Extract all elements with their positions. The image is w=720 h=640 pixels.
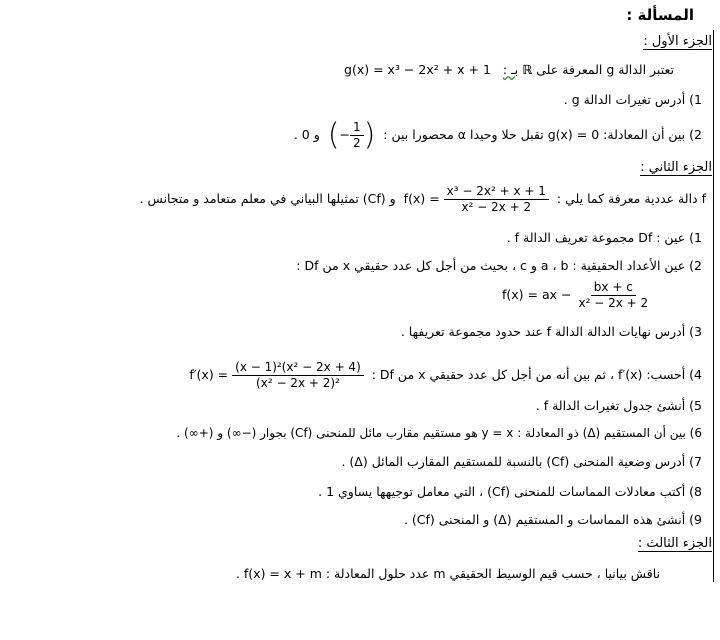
q-text: بين أن المعادلة: g(x) = 0 تقبل حلا وحيدا α محصورا بين :	[383, 127, 686, 142]
q-text: أدرس تغيرات الدالة g .	[563, 92, 686, 107]
part3-text: ناقش بيانيا ، حسب قيم الوسيط الحقيقي m عدد حلول المعادلة : f(x) = x + m .	[235, 566, 660, 581]
part2-q1: 1) عين : Df مجموعة تعريف الدالة f .	[506, 230, 702, 245]
part1-q2	[0, 117, 702, 153]
intro-text: f دالة عددية معرفة كما يلي :	[556, 191, 706, 206]
intro-text-end: و (Cf) تمثيلها البياني في معلم متعامد و متجانس .	[139, 191, 396, 206]
part2-q7: 7) أدرس وضعية المنحنى (Cf) بالنسبة للمستقيم المقارب المائل (Δ) .	[341, 454, 702, 469]
g-function: g(x) = x³ − 2x² + x + 1	[344, 62, 491, 77]
q-number: 2)	[689, 127, 702, 142]
part2-q8: 8) أكتب معادلات المماسات للمنحنى (Cf) ، التي معامل توجيهها يساوي 1 .	[318, 484, 702, 499]
f-definition: f(x) = $\frac{\text{x³ − 2x² + x + 1}}{\text{x² − 2x + 2}}$	[404, 184, 549, 215]
part1-heading: الجزء الأول :	[643, 34, 712, 49]
part1-intro-suffix: بـ :	[502, 62, 519, 77]
part3-heading: الجزء الثالث :	[637, 536, 712, 551]
part1-intro	[0, 62, 674, 77]
real-set: ℝ	[522, 62, 533, 77]
q2-formula: f(x) = ax − $\frac{bx + c}{\text{x² − 2x + 2}}$	[502, 280, 649, 310]
part2-heading: الجزء الثاني :	[640, 160, 712, 175]
margin-line	[713, 30, 714, 582]
part1-q1	[0, 92, 702, 107]
part2-q2: 2) عين الأعداد الحقيقية : a ، b و c ، بحيث من أجل كل عدد حقيقي x من Df :	[296, 258, 702, 273]
fprime-formula: f′(x) = $\frac{\text{(x − 1)²(x² − 2x + 4)}}{\text{(x² − 2x + 2)²}}$	[189, 360, 363, 391]
part1-intro-text: تعتبر الدالة g المعرفة على	[536, 62, 674, 77]
q-text-end: و 0 .	[293, 127, 320, 142]
part2-q3: 3) أدرس نهايات الدالة الدالة f عند حدود مجموعة تعريفها .	[400, 324, 702, 339]
q-number: 1)	[689, 92, 702, 107]
part2-q4: 4) أحسب: f′(x) ، ثم بين أنه من أجل كل عدد حقيقي x من Df : f′(x) = $\frac{\text{(x − 1)²(x² − 2x + 4)}}{\text{(x² − 2x + 2)²}}$	[189, 360, 702, 390]
minus-half: (− $\frac{1}{2}$ )	[327, 117, 376, 153]
part2-q9: 9) أنشئ هذه المماسات و المستقيم (Δ) و المنحنى (Cf) .	[403, 512, 702, 527]
part2-intro	[0, 184, 706, 215]
part2-q6: 6) بين أن المستقيم (Δ) ذو المعادلة : y = x هو مستقيم مقارب مائل للمنحنى (Cf) بجوار (−∞) و (+∞) .	[176, 426, 702, 440]
problem-title: المسألة :	[626, 6, 694, 24]
part2-q5: 5) أنشئ جدول تغيرات الدالة f .	[535, 398, 702, 413]
